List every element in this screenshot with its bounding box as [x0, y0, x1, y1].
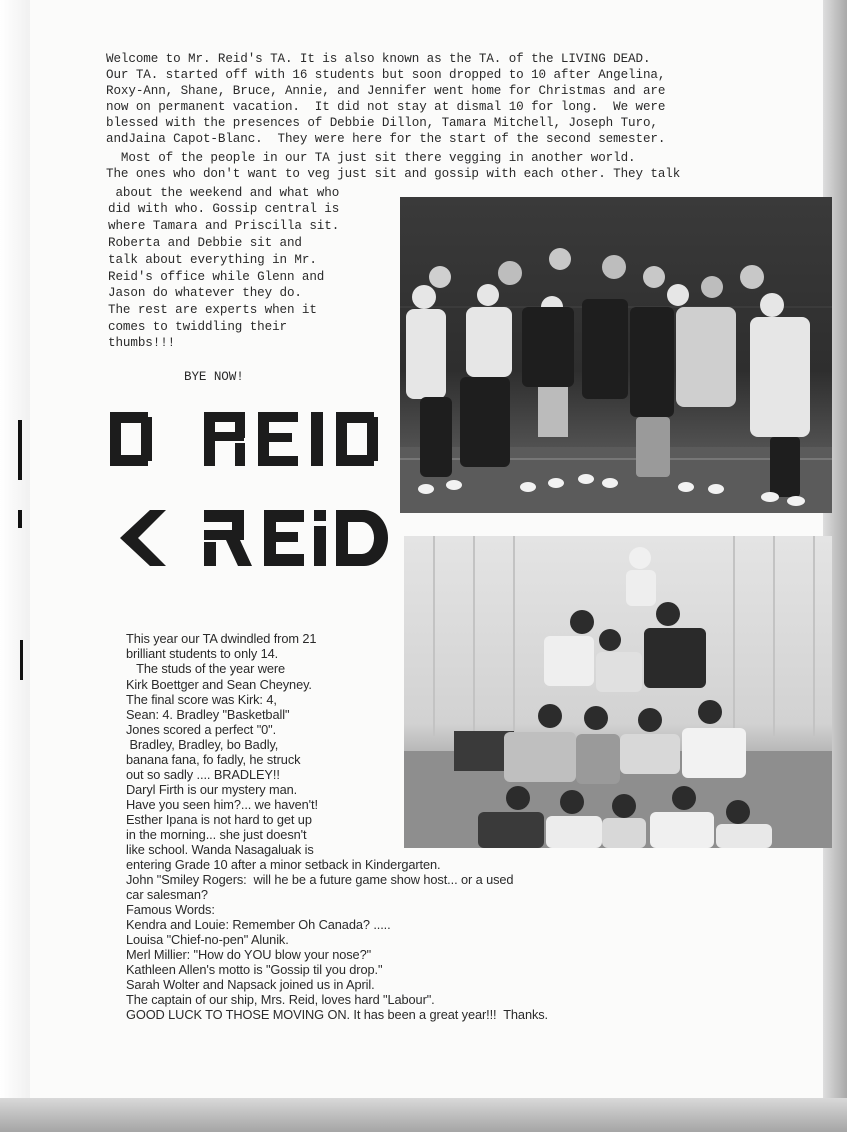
margin-mark — [18, 510, 22, 528]
intro-line: Welcome to Mr. Reid's TA. It is also known as the TA. of the LIVING DEAD. — [106, 52, 651, 66]
story-line: The studs of the year were — [126, 661, 286, 676]
title-k-reid — [116, 508, 391, 570]
column-line: did with who. Gossip central is — [108, 202, 340, 216]
story-line: Esther Ipana is not hard to get up — [126, 812, 312, 827]
column-line: comes to twiddling their — [108, 320, 287, 334]
column-line: Roberta and Debbie sit and — [108, 236, 302, 250]
bye-now: BYE NOW! — [184, 370, 244, 384]
story-line: banana fana, fo fadly, he struck — [126, 752, 301, 767]
column-line: about the weekend and what who — [108, 186, 340, 200]
story-line: Louisa "Chief-no-pen" Alunik. — [126, 932, 289, 947]
story-line: Kathleen Allen's motto is "Gossip til you drop." — [126, 962, 383, 977]
column-line: thumbs!!! — [108, 336, 176, 350]
story-line: Daryl Firth is our mystery man. — [126, 782, 298, 797]
photo-group-figures — [400, 197, 832, 513]
intro-line: Roxy-Ann, Shane, Bruce, Annie, and Jennifer went home for Christmas and are — [106, 84, 666, 98]
story-line: in the morning... she just doesn't — [126, 827, 307, 842]
column-line: The rest are experts when it — [108, 303, 317, 317]
story-line: John "Smiley Rogers: will he be a future game show host... or a used — [126, 872, 514, 887]
column-line: where Tamara and Priscilla sit. — [108, 219, 340, 233]
column-line: Reid's office while Glenn and — [108, 270, 325, 284]
column-line: Jason do whatever they do. — [108, 286, 302, 300]
story-line: car salesman? — [126, 887, 208, 902]
margin-mark — [20, 640, 23, 680]
intro-line: andJaina Capot-Blanc. They were here for the start of the second semester. — [106, 132, 666, 146]
story-line: brilliant students to only 14. — [126, 646, 279, 661]
intro-line: The ones who don't want to veg just sit and gossip with each other. They talk — [106, 167, 681, 181]
class-photo-pyramid — [404, 536, 832, 848]
story-line: Sarah Wolter and Napsack joined us in April. — [126, 977, 375, 992]
story-line: out so sadly .... BRADLEY!! — [126, 767, 280, 782]
column-line: talk about everything in Mr. — [108, 253, 317, 267]
title-top-text: D REID — [108, 410, 112, 411]
title-d-reid — [108, 410, 383, 470]
intro-line: Our TA. started off with 16 students but soon dropped to 10 after Angelina, — [106, 68, 666, 82]
class-photo-top — [400, 197, 832, 513]
story-line: Merl Millier: "How do YOU blow your nose?" — [126, 947, 372, 962]
story-line: The final score was Kirk: 4, — [126, 692, 277, 707]
story-line: like school. Wanda Nasagaluak is — [126, 842, 314, 857]
story-line: Jones scored a perfect "0". — [126, 722, 277, 737]
intro-line: now on permanent vacation. It did not stay at dismal 10 for long. We were — [106, 100, 666, 114]
story-line: GOOD LUCK TO THOSE MOVING ON. It has been a great year!!! Thanks. — [126, 1007, 549, 1022]
binding-edge — [0, 0, 31, 1100]
title-bottom-text: K REID — [116, 508, 120, 509]
story-line: Kendra and Louie: Remember Oh Canada? ..... — [126, 917, 391, 932]
story-line: Famous Words: — [126, 902, 215, 917]
story-line: The captain of our ship, Mrs. Reid, loves hard "Labour". — [126, 992, 435, 1007]
story-line: entering Grade 10 after a minor setback in Kindergarten. — [126, 857, 441, 872]
page-bottom-shadow — [0, 1098, 847, 1132]
story-line: Kirk Boettger and Sean Cheyney. — [126, 677, 312, 692]
margin-mark — [18, 420, 22, 480]
intro-line: blessed with the presences of Debbie Dillon, Tamara Mitchell, Joseph Turo, — [106, 116, 658, 130]
story-line: Bradley, Bradley, bo Badly, — [126, 737, 279, 752]
story-line: Have you seen him?... we haven't! — [126, 797, 318, 812]
intro-line: Most of the people in our TA just sit there vegging in another world. — [106, 151, 636, 165]
story-line: Sean: 4. Bradley "Basketball" — [126, 707, 290, 722]
story-line: This year our TA dwindled from 21 — [126, 631, 317, 646]
photo-pyramid-figures — [404, 536, 832, 848]
